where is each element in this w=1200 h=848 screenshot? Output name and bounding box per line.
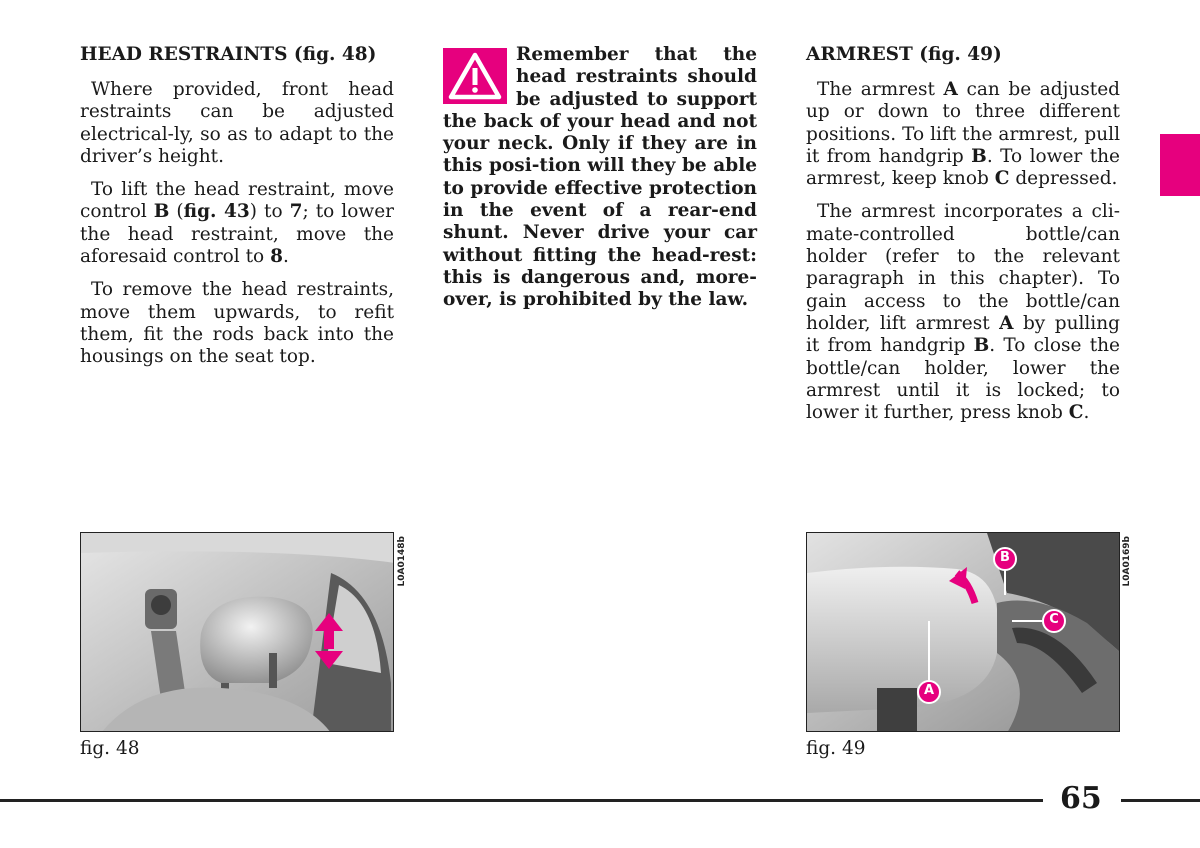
paragraph: Where provided, front head restraints can be adjusted electrical-ly, so as to adapt to the driver’s height. bbox=[80, 79, 394, 167]
footer-rule bbox=[0, 799, 1043, 802]
chapter-tab bbox=[1160, 134, 1200, 196]
head-restraint-photo bbox=[80, 532, 394, 732]
warning-text: Remember that the head restraints should be adjusted to support the back of your head and not your neck. Only if they are in this posi-tion will they be able to provide effective protection in the event of a rear-end shunt. Never drive your car without fitting the head-rest: this is dangerous and, more-over, is prohibited by the law. bbox=[443, 44, 757, 311]
callout-label-b: B bbox=[1000, 550, 1010, 565]
callout-label-c: C bbox=[1049, 612, 1059, 627]
figure-code: L0A0148b bbox=[397, 536, 407, 587]
figure-code: L0A0169b bbox=[1122, 536, 1132, 587]
footer-rule bbox=[1121, 799, 1200, 802]
callout-label-a: A bbox=[923, 683, 935, 698]
figure-caption: fig. 49 bbox=[806, 738, 866, 759]
armrest-photo bbox=[806, 532, 1120, 732]
paragraph: To remove the head restraints, move them upwards, to refit them, fit the rods back into the housings on the seat top. bbox=[80, 279, 394, 368]
figure-caption: fig. 48 bbox=[80, 738, 140, 759]
paragraph: To lift the head restraint, move control B (fig. 43) to 7; to lower the head restraint, move the aforesaid control to 8. bbox=[80, 179, 394, 268]
head-restraints-section bbox=[80, 44, 394, 380]
section-title: ARMREST (fig. 49) bbox=[806, 44, 1002, 65]
warning-box bbox=[443, 44, 757, 312]
paragraph: The armrest incorporates a cli-mate-controlled bottle/can holder (refer to the relevant paragraph in this chapter). To gain access to the bottle/can holder, lift armrest A by pulling it from handgrip B. To close the bottle/can holder, lower the armrest until it is locked; to lower it further, press knob C. bbox=[806, 201, 1121, 424]
section-title: HEAD RESTRAINTS (fig. 48) bbox=[80, 44, 377, 65]
warning-triangle-icon bbox=[443, 48, 507, 104]
paragraph: The armrest A can be adjusted up or down to three different positions. To lift the armrest, pull it from handgrip B. To lower the armrest, keep knob C depressed. bbox=[806, 79, 1121, 190]
page-number: 65 bbox=[1060, 781, 1102, 816]
armrest-section bbox=[806, 44, 1120, 435]
